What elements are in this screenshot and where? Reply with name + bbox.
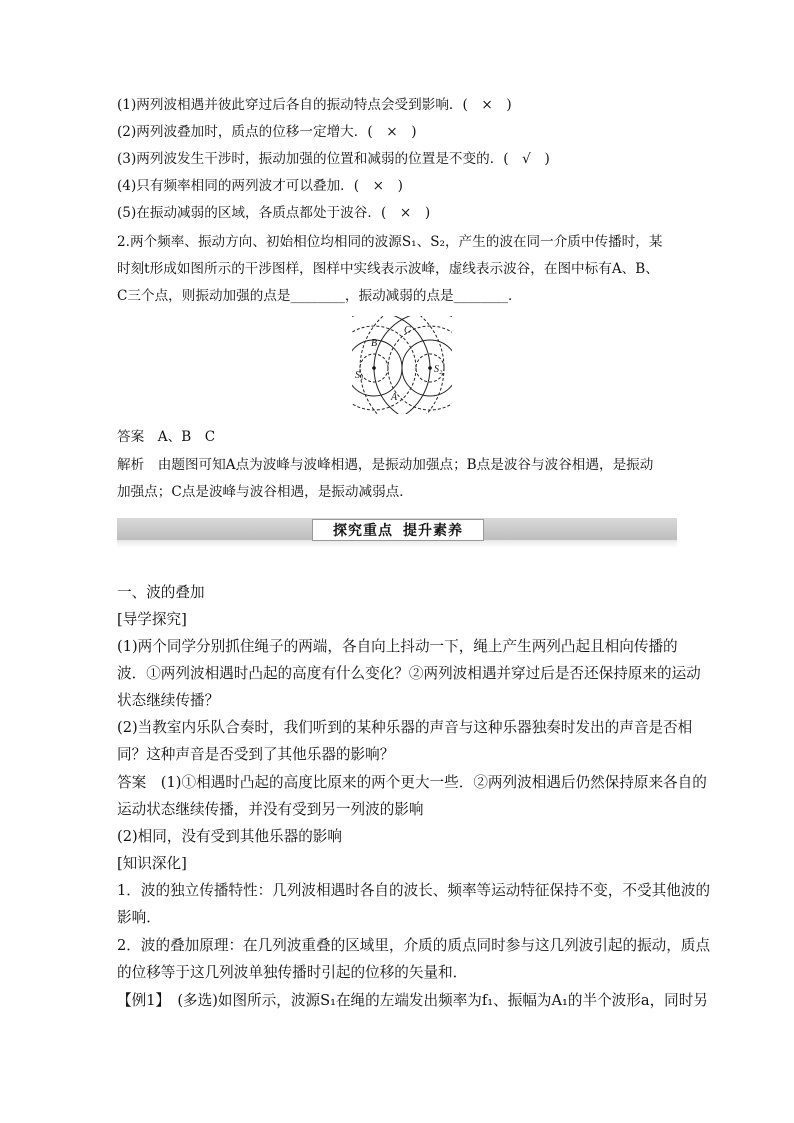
guide-q1-line-3: 状态继续传播？ (117, 692, 220, 709)
judgement-4: (4)只有频率相同的两列波才可以叠加．( × ) (117, 178, 403, 194)
q2-analysis-line-1: 解析 由题图可知A点为波峰与波峰相遇，是振动加强点；B点是波谷与波谷相遇，是振动 (117, 457, 654, 473)
example-1-line-1: 【例1】 (多选)如图所示，波源S₁在绳的左端发出频率为f₁、振幅为A₁的半个波形a，同时另 (117, 992, 708, 1009)
guide-q2-line-2: 同？这种声音是否受到了其他乐器的影响？ (117, 746, 395, 763)
q2-line-2: 时刻t形成如图所示的干涉图样，图样中实线表示波峰，虚线表示波谷，在图中标有A、B、 (117, 261, 659, 277)
label-s2: S₂ (434, 364, 443, 375)
guide-answer-line-3: (2)相同，没有受到其他乐器的影响 (117, 828, 342, 845)
q2-line-1: 2.两个频率、振动方向、初始相位均相同的波源S₁、S₂，产生的波在同一介质中传播时，某 (117, 234, 663, 250)
judgement-5: (5)在振动减弱的区域，各质点都处于波谷．( × ) (117, 205, 431, 221)
guide-q1-line-1: (1)两个同学分别抓住绳子的两端，各自向上抖动一下，绳上产生两列凸起且相向传播的 (117, 638, 678, 655)
knowledge-tag: [知识深化] (117, 855, 187, 872)
guide-answer-line-2: 运动状态继续传播，并没有受到另一列波的影响 (117, 801, 424, 818)
guide-answer-line-1: 答案 (1)①相遇时凸起的高度比原来的两个更大一些．②两列波相遇后仍然保持原来各自的 (117, 774, 707, 791)
knowledge-1-line-1: 1．波的独立传播特性：几列波相遇时各自的波长、频率等运动特征保持不变，不受其他波的 (117, 882, 711, 899)
label-b: B (371, 338, 378, 349)
interference-pattern-figure (352, 316, 452, 414)
label-c: C (404, 325, 411, 336)
judgement-2: (2)两列波叠加时，质点的位移一定增大．( × ) (117, 124, 417, 140)
q2-answer: 答案 A、B C (117, 429, 216, 445)
guide-q1-line-2: 波．①两列波相遇时凸起的高度有什么变化？②两列波相遇并穿过后是否还保持原来的运动 (117, 665, 701, 682)
knowledge-2-line-2: 的位移等于这几列波单独传播时引起的位移的矢量和． (117, 964, 468, 981)
section-banner (312, 519, 484, 541)
judgement-3: (3)两列波发生干涉时，振动加强的位置和减弱的位置是不变的．( √ ) (117, 151, 550, 167)
section-banner-shadow (117, 540, 677, 548)
label-s1: S₁ (355, 370, 364, 381)
guide-tag: [导学探究] (117, 611, 187, 628)
s1-trough-2 (352, 326, 416, 410)
s1-source-dot (372, 366, 376, 370)
knowledge-1-line-2: 影响． (117, 909, 161, 926)
banner-left-text: 探究重点 (333, 523, 393, 539)
q2-analysis-line-2: 加强点；C点是波峰与波谷相遇，是振动减弱点． (117, 484, 413, 500)
s2-source-dot (428, 366, 432, 370)
banner-right-text: 提升素养 (403, 523, 463, 539)
knowledge-2-line-1: 2．波的叠加原理：在几列波重叠的区域里，介质的质点同时参与这几列波引起的振动，质点 (117, 937, 711, 954)
label-a: A (391, 392, 398, 403)
guide-q2-line-1: (2)当教室内乐队合奏时，我们听到的某种乐器的声音与这种乐器独奏时发出的声音是否相 (117, 719, 693, 736)
section-heading: 一、波的叠加 (117, 584, 205, 601)
q2-line-3: C三个点，则振动加强的点是________，振动减弱的点是________． (117, 288, 522, 304)
judgement-1: (1)两列波相遇并彼此穿过后各自的振动特点会受到影响．( × ) (117, 97, 512, 113)
